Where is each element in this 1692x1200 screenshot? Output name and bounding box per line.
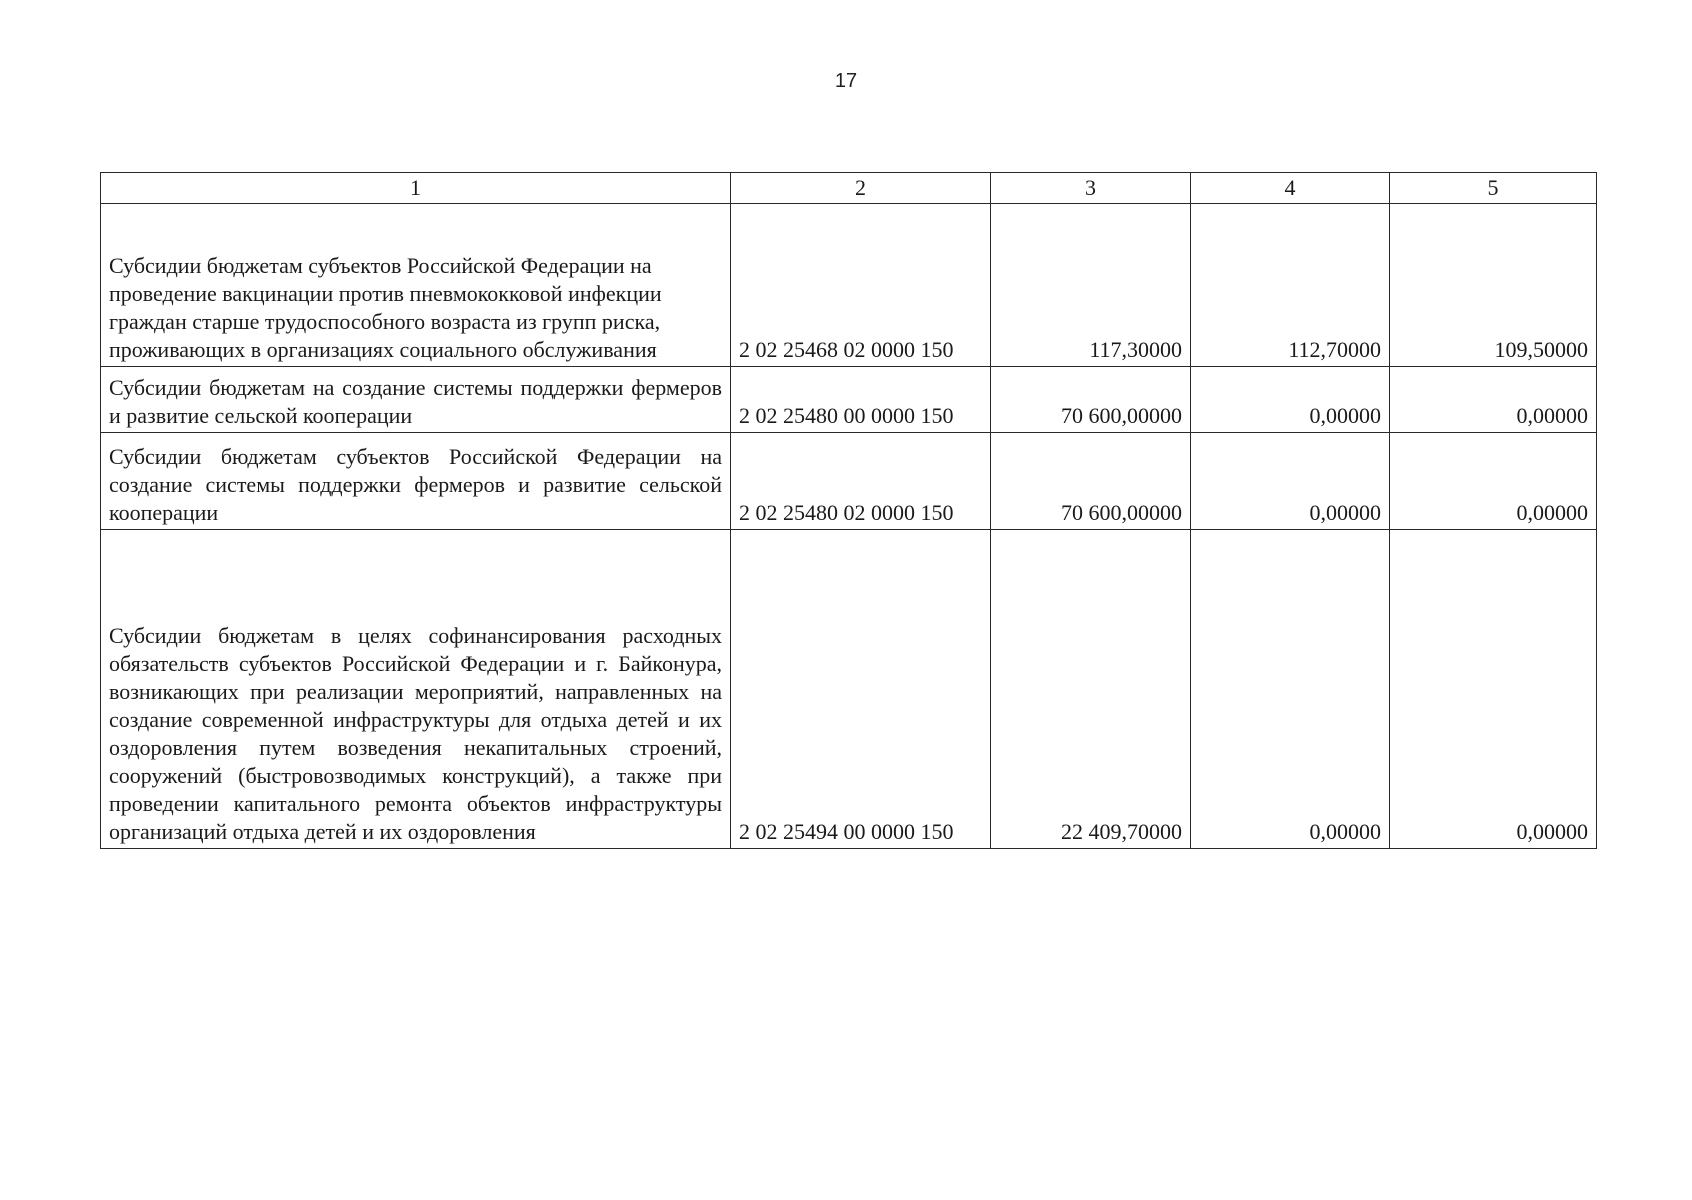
page-number: 17 [834,70,858,92]
table-row [101,530,1597,849]
table-header-row [101,173,1597,204]
column-header: 5 [1390,173,1597,204]
table-row [101,433,1597,530]
row-value-col5: 0,00000 [1390,530,1597,849]
row-value-col5: 109,50000 [1390,204,1597,367]
row-code: 2 02 25468 02 0000 150 [731,204,991,367]
table-row [101,367,1597,433]
column-header: 1 [101,173,731,204]
row-value-col4: 112,70000 [1191,204,1390,367]
table-row [101,204,1597,367]
row-value-col4: 0,00000 [1191,530,1390,849]
row-value-col3: 117,30000 [991,204,1191,367]
row-value-col4: 0,00000 [1191,433,1390,530]
row-code: 2 02 25494 00 0000 150 [731,530,991,849]
row-value-col3: 22 409,70000 [991,530,1191,849]
row-value-col3: 70 600,00000 [991,367,1191,433]
budget-table [100,172,1597,849]
row-code: 2 02 25480 00 0000 150 [731,367,991,433]
column-header: 2 [731,173,991,204]
row-description: Субсидии бюджетам в целях софинансирования расходных обязательств субъектов Российской Федерации и г. Байконура, возникающих при реализации мероприятий, направленных на создание современной инфраструктуры для отдыха детей и их оздоровления путем возведения некапитальных строений, сооружений (быстровозводимых конструкций), а также при проведении капитального ремонта объектов инфраструктуры организаций отдыха детей и их оздоровления [101,530,731,849]
row-code: 2 02 25480 02 0000 150 [731,433,991,530]
row-value-col3: 70 600,00000 [991,433,1191,530]
row-description: Субсидии бюджетам на создание системы поддержки фермеров и развитие сельской кооперации [101,367,731,433]
row-description: Субсидии бюджетам субъектов Российской Федерации на проведение вакцинации против пневмококковой инфекции граждан старше трудоспособного возраста из групп риска, проживающих в организациях социального обслуживания [101,204,731,367]
row-value-col5: 0,00000 [1390,367,1597,433]
row-value-col5: 0,00000 [1390,433,1597,530]
column-header: 3 [991,173,1191,204]
row-value-col4: 0,00000 [1191,367,1390,433]
column-header: 4 [1191,173,1390,204]
row-description: Субсидии бюджетам субъектов Российской Федерации на создание системы поддержки фермеров и развитие сельской кооперации [101,433,731,530]
